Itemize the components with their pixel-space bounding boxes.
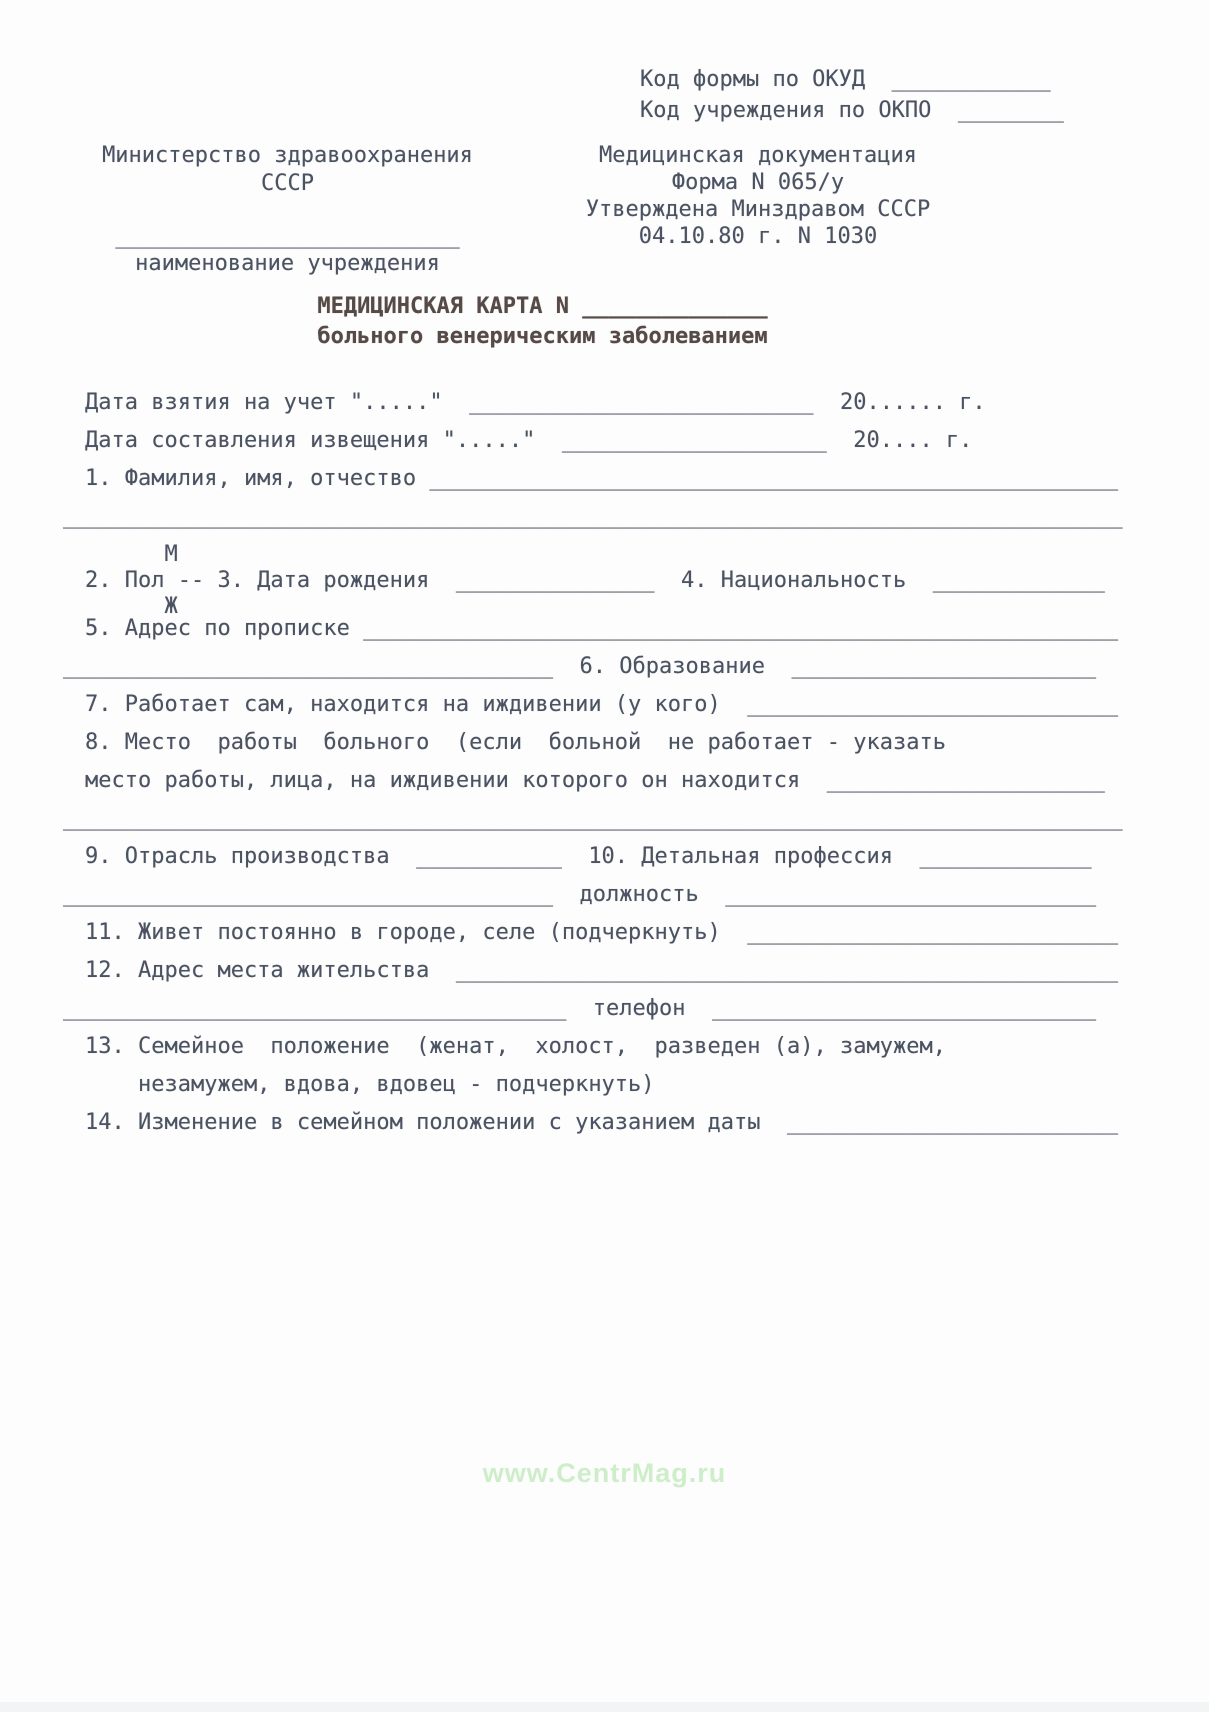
- field-10-continued-position: _____________________________________ должность ____________________________: [63, 882, 1097, 907]
- okud-code-line: Код формы по ОКУД ____________: [640, 67, 1051, 92]
- field-11-urban-rural: 11. Живет постоянно в городе, селе (подчеркнуть) ____________________________: [85, 920, 1119, 945]
- institution-name-blank: __________________________: [115, 224, 460, 249]
- field-9-10-industry-profession: 9. Отрасль производства ___________ 10. Детальная профессия _____________: [85, 844, 1092, 869]
- doc-classification-line: Медицинская документация: [599, 143, 917, 168]
- form-code-block: [640, 64, 1064, 126]
- field-1-full-name: 1. Фамилия, имя, отчество ____________________________________________________: [85, 466, 1119, 491]
- document-title-line2: больного венерическим заболеванием: [317, 324, 768, 349]
- watermark: www.CentrMag.ru: [482, 1458, 727, 1488]
- field-7-employment-status: 7. Работает сам, находится на иждивении (у кого) ____________________________: [85, 692, 1119, 717]
- document-title: [0, 292, 1085, 352]
- document-title-line1: МЕДИЦИНСКАЯ КАРТА N ______________: [317, 294, 768, 319]
- field-5-continued-6-education: _____________________________________ 6. Образование _______________________: [63, 654, 1097, 679]
- field-8-continued: место работы, лица, на иждивении которого он находится _____________________: [85, 768, 1105, 793]
- date-of-registration-line: Дата взятия на учет "....." __________________________ 20...... г.: [85, 390, 986, 415]
- field-12-continued-telephone: ______________________________________ телефон _____________________________: [63, 996, 1097, 1021]
- document-approval-block: [582, 142, 934, 250]
- field-13-continued: незамужем, вдова, вдовец - подчеркнуть): [85, 1072, 655, 1097]
- doc-form-number-line: Форма N 065/у: [671, 170, 845, 195]
- ministry-name-line1: Министерство здравоохранения: [102, 143, 473, 168]
- page-bottom-edge: [0, 1702, 1209, 1712]
- field-12-residence-address: 12. Адрес места жительства __________________________________________________: [85, 958, 1119, 983]
- notice-date-line: Дата составления извещения "....." ____________________ 20.... г.: [85, 428, 973, 453]
- field-14-marital-change: 14. Изменение в семейном положении с указанием даты _________________________: [85, 1110, 1119, 1135]
- doc-approved-by-line: Утверждена Минздравом СССР: [585, 197, 931, 222]
- issuing-ministry-block: [85, 142, 490, 278]
- field-2-3-4-sex-birthdate-nationality: 2. Пол -- 3. Дата рождения _______________ 4. Национальность _____________: [85, 568, 1105, 593]
- field-8-place-of-work: 8. Место работы больного (если больной не работает - указать: [85, 730, 946, 755]
- form-body: [63, 390, 1123, 1150]
- separator-line: ________________________________________________________________________________: [63, 504, 1123, 529]
- sex-male-marker: М: [85, 542, 178, 567]
- separator-line-2: ________________________________________________________________________________: [63, 806, 1123, 831]
- doc-approval-date-line: 04.10.80 г. N 1030: [638, 224, 878, 249]
- field-5-registered-address: 5. Адрес по прописке _________________________________________________________: [85, 616, 1119, 641]
- ministry-name-line2: СССР: [261, 171, 314, 196]
- field-13-marital-status: 13. Семейное положение (женат, холост, разведен (а), замужем,: [85, 1034, 946, 1059]
- sex-female-marker: Ж: [85, 594, 178, 619]
- okpo-code-line: Код учреждения по ОКПО ________: [640, 98, 1064, 123]
- institution-name-caption: наименование учреждения: [135, 251, 440, 276]
